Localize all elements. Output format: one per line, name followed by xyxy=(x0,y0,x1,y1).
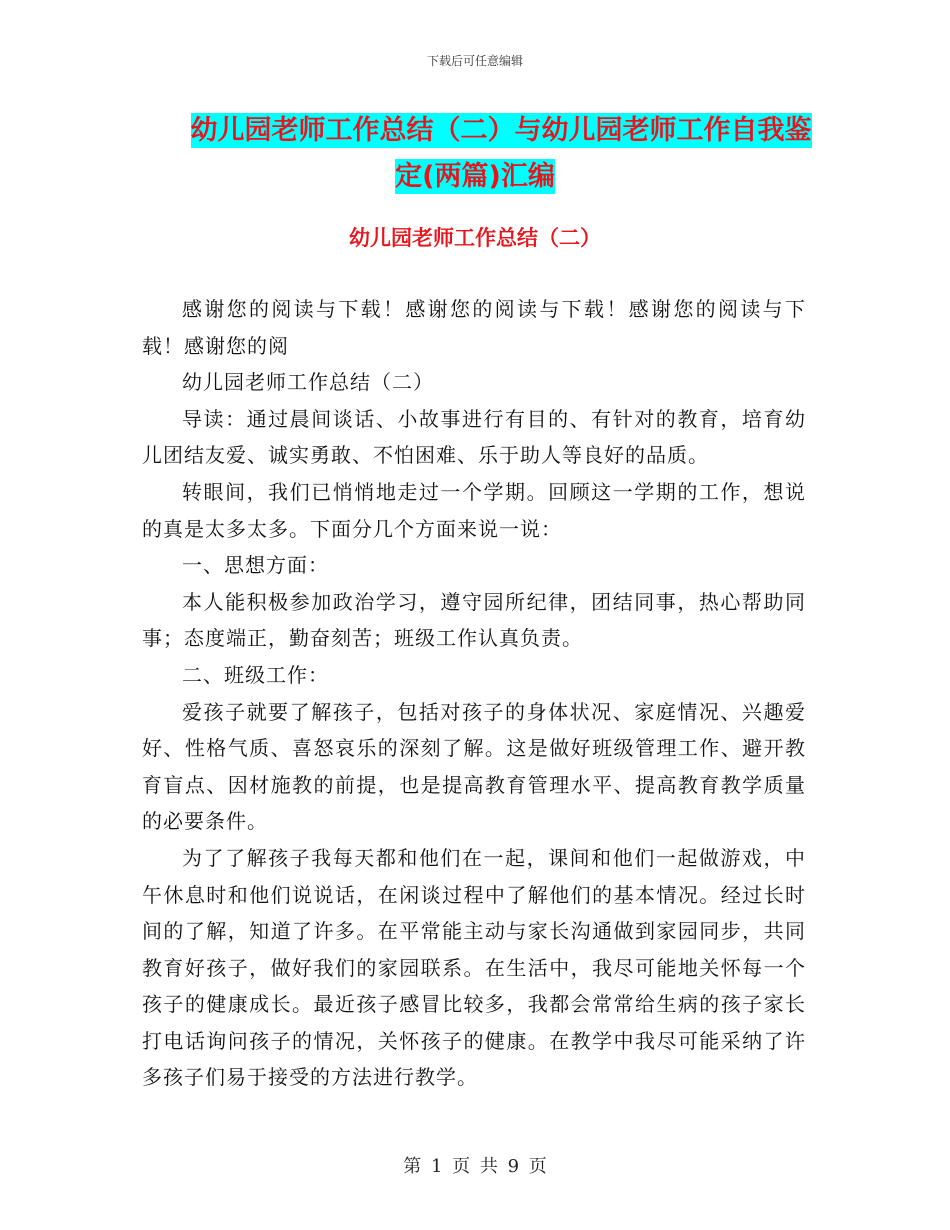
paragraph: 幼儿园老师工作总结（二） xyxy=(182,370,434,395)
paragraph: 本人能积极参加政治学习，遵守园所纪律，团结同事，热心帮助同事；态度端正，勤奋刻苦；班级工作认真负责。 xyxy=(142,589,806,651)
paragraph: 二、班级工作： xyxy=(182,662,329,687)
paragraph: 转眼间，我们已悄悄地走过一个学期。回顾这一学期的工作，想说的真是太多太多。下面分几个方面来说一说： xyxy=(142,479,806,541)
document-body xyxy=(142,291,806,1096)
document-title-line-1: 幼儿园老师工作总结（二）与幼儿园老师工作自我鉴 xyxy=(190,115,812,146)
page-number-footer: 第 1 页 共 9 页 xyxy=(403,1156,547,1177)
section-title: 幼儿园老师工作总结（二） xyxy=(349,226,601,250)
paragraph: 感谢您的阅读与下载！感谢您的阅读与下载！感谢您的阅读与下载！感谢您的阅 xyxy=(142,297,806,358)
paragraph: 一、思想方面： xyxy=(182,553,329,578)
page-header-note: 下载后可任意编辑 xyxy=(426,54,523,68)
document-title xyxy=(0,108,950,200)
paragraph: 爱孩子就要了解孩子，包括对孩子的身体状况、家庭情况、兴趣爱好、性格气质、喜怒哀乐的深刻了解。这是做好班级管理工作、避开教育盲点、因材施教的前提，也是提高教育管理水平、提高教育教学质量的必要条件。 xyxy=(142,699,806,834)
document-title-line-2: 定(两篇)汇编 xyxy=(395,161,555,192)
paragraph: 为了了解孩子我每天都和他们在一起，课间和他们一起做游戏，中午休息时和他们说说话，在闲谈过程中了解他们的基本情况。经过长时间的了解，知道了许多。在平常能主动与家长沟通做到家园同步，共同教育好孩子，做好我们的家园联系。在生活中，我尽可能地关怀每一个孩子的健康成长。最近孩子感冒比较多，我都会常常给生病的孩子家长打电话询问孩子的情况，关怀孩子的健康。在教学中我尽可能采纳了许多孩子们易于接受的方法进行教学。 xyxy=(142,845,806,1090)
paragraph: 导读：通过晨间谈话、小故事进行有目的、有针对的教育，培育幼儿团结友爱、诚实勇敢、不怕困难、乐于助人等良好的品质。 xyxy=(142,406,806,468)
